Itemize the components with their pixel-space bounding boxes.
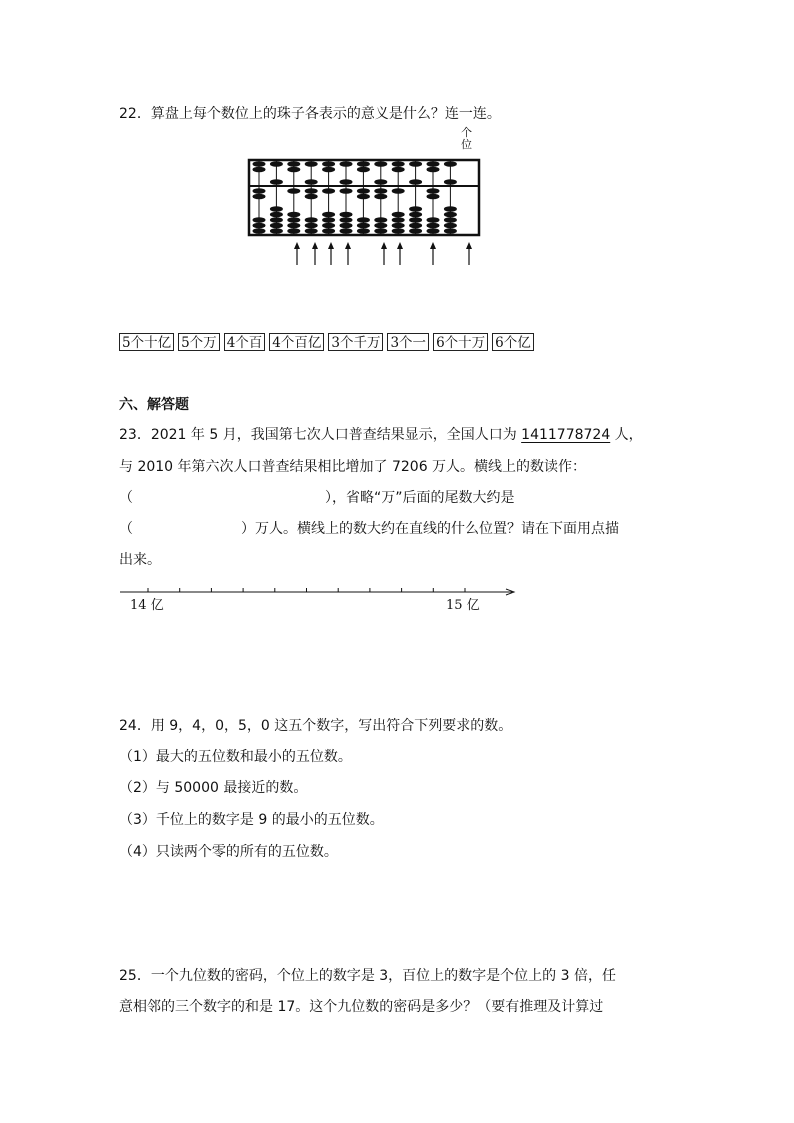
abacus-ones-label: 个 位 — [461, 126, 472, 151]
q22-text: 22．算盘上每个数位上的珠子各表示的意义是什么？连一连。 — [119, 106, 501, 122]
abacus-bead — [287, 188, 300, 194]
abacus-bead — [444, 179, 457, 185]
abacus-bead — [374, 223, 387, 229]
abacus-bead — [270, 212, 283, 218]
abacus-bead — [427, 194, 440, 200]
arrow-head-icon — [397, 242, 403, 249]
abacus-bead — [374, 194, 387, 200]
abacus-bead — [305, 188, 318, 194]
abacus-bead — [444, 228, 457, 234]
abacus-bead — [287, 223, 300, 229]
card-7[interactable]: 6个亿 — [492, 333, 534, 351]
abacus-bead — [427, 188, 440, 194]
abacus-bead — [409, 212, 422, 218]
q24-item-2: （2）与 50000 最接近的数。 — [119, 780, 308, 796]
abacus-bead — [287, 161, 300, 167]
abacus-bead — [253, 194, 266, 200]
abacus-bead — [427, 167, 440, 173]
abacus-bead — [392, 212, 405, 218]
q23-line1: 23．2021 年 5 月，我国第七次人口普查结果显示，全国人口为 1411778724 人， — [119, 427, 643, 443]
abacus-bead — [340, 179, 353, 185]
abacus-bead — [305, 179, 318, 185]
abacus-bead — [427, 217, 440, 223]
abacus-bead — [322, 223, 335, 229]
abacus-bead — [253, 188, 266, 194]
card-6[interactable]: 6个十万 — [433, 333, 488, 351]
card-2[interactable]: 4个百 — [224, 333, 266, 351]
abacus-bead — [340, 228, 353, 234]
abacus-bead — [392, 217, 405, 223]
abacus-bead — [322, 188, 335, 194]
abacus-bead — [322, 212, 335, 218]
axis-label-left: 14 亿 — [130, 598, 164, 613]
abacus-bead — [409, 206, 422, 212]
abacus-bead — [357, 223, 370, 229]
abacus-figure — [247, 157, 487, 267]
abacus-bead — [427, 228, 440, 234]
abacus-bead — [270, 217, 283, 223]
abacus-bead — [270, 179, 283, 185]
abacus-bead — [392, 228, 405, 234]
card-4[interactable]: 3个千万 — [328, 333, 383, 351]
card-0[interactable]: 5个十亿 — [119, 333, 174, 351]
abacus-bead — [444, 223, 457, 229]
abacus-bead — [253, 228, 266, 234]
q23-line3: （ ），省略“万”后面的尾数大约是 — [119, 490, 515, 506]
abacus-bead — [427, 223, 440, 229]
q24-item-4: （4）只读两个零的所有的五位数。 — [119, 844, 338, 860]
card-5[interactable]: 3个一 — [387, 333, 429, 351]
abacus-bead — [305, 217, 318, 223]
card-1[interactable]: 5个万 — [178, 333, 220, 351]
abacus-bead — [444, 161, 457, 167]
abacus-bead — [392, 161, 405, 167]
abacus-bead — [340, 161, 353, 167]
abacus-bead — [374, 161, 387, 167]
axis-label-right: 15 亿 — [446, 598, 480, 613]
population-number: 1411778724 — [521, 427, 611, 443]
abacus-bead — [357, 228, 370, 234]
abacus-bead — [392, 223, 405, 229]
abacus-bead — [340, 223, 353, 229]
section-title: 六、解答题 — [119, 397, 189, 413]
abacus-bead — [340, 217, 353, 223]
abacus-bead — [357, 167, 370, 173]
answer-cards — [119, 333, 534, 351]
abacus-bead — [409, 217, 422, 223]
arrow-head-icon — [312, 242, 318, 249]
abacus-bead — [270, 206, 283, 212]
abacus-bead — [409, 228, 422, 234]
abacus-bead — [322, 161, 335, 167]
abacus-bead — [305, 228, 318, 234]
abacus-bead — [357, 161, 370, 167]
abacus-bead — [287, 167, 300, 173]
q25-line2: 意相邻的三个数字的和是 17。这个九位数的密码是多少？（要有推理及计算过 — [119, 999, 604, 1015]
abacus-bead — [287, 228, 300, 234]
abacus-bead — [305, 161, 318, 167]
abacus-bead — [322, 167, 335, 173]
abacus-bead — [374, 217, 387, 223]
abacus-bead — [322, 217, 335, 223]
arrow-head-icon — [345, 242, 351, 249]
arrow-head-icon — [466, 242, 472, 249]
abacus-bead — [305, 223, 318, 229]
abacus-bead — [287, 212, 300, 218]
abacus-bead — [270, 223, 283, 229]
abacus-bead — [322, 228, 335, 234]
abacus-bead — [374, 228, 387, 234]
abacus-bead — [444, 212, 457, 218]
abacus-bead — [409, 223, 422, 229]
arrow-head-icon — [294, 242, 300, 249]
arrow-head-icon — [381, 242, 387, 249]
arrow-head-icon — [430, 242, 436, 249]
abacus-bead — [374, 188, 387, 194]
abacus-bead — [409, 161, 422, 167]
q25-line1: 25．一个九位数的密码，个位上的数字是 3，百位上的数字是个位上的 3 倍，任 — [119, 968, 616, 984]
q24-item-1: （1）最大的五位数和最小的五位数。 — [119, 749, 352, 765]
abacus-bead — [253, 161, 266, 167]
abacus-bead — [357, 194, 370, 200]
abacus-bead — [444, 217, 457, 223]
q23-line2: 与 2010 年第六次人口普查结果相比增加了 7206 万人。横线上的数读作： — [119, 459, 587, 475]
abacus-bead — [340, 188, 353, 194]
arrow-head-icon — [328, 242, 334, 249]
q24-text: 24．用 9，4，0，5，0 这五个数字，写出符合下列要求的数。 — [119, 718, 513, 734]
q24-item-3: （3）千位上的数字是 9 的最小的五位数。 — [119, 812, 384, 828]
abacus-bead — [409, 179, 422, 185]
abacus-bead — [253, 167, 266, 173]
q23-line5: 出来。 — [119, 552, 161, 568]
abacus-bead — [392, 188, 405, 194]
q23-line4: （ ）万人。横线上的数大约在直线的什么位置？请在下面用点描 — [119, 521, 619, 537]
abacus-bead — [270, 228, 283, 234]
abacus-bead — [357, 188, 370, 194]
abacus-bead — [287, 217, 300, 223]
abacus-bead — [270, 161, 283, 167]
abacus-bead — [427, 161, 440, 167]
card-3[interactable]: 4个百亿 — [269, 333, 324, 351]
abacus-bead — [392, 167, 405, 173]
abacus-bead — [305, 194, 318, 200]
abacus-bead — [444, 206, 457, 212]
abacus-bead — [253, 217, 266, 223]
abacus-bead — [253, 223, 266, 229]
abacus-bead — [340, 212, 353, 218]
abacus-bead — [374, 179, 387, 185]
abacus-bead — [357, 217, 370, 223]
